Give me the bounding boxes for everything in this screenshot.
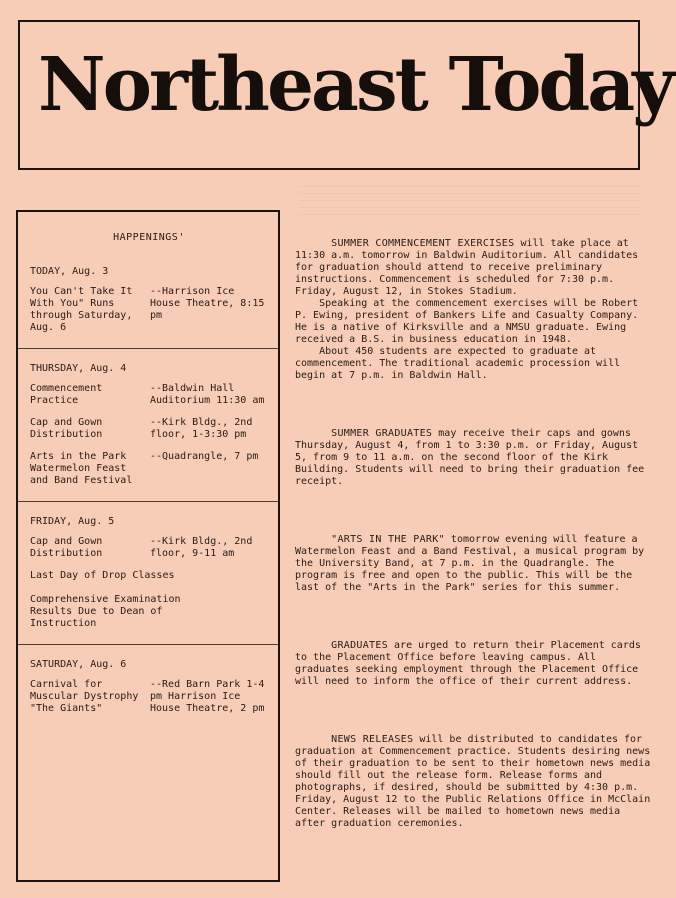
day-label: TODAY, Aug. 3 <box>30 266 109 277</box>
event-note: Last Day of Drop Classes <box>30 570 175 581</box>
event <box>30 536 268 560</box>
divider <box>18 644 278 645</box>
event-place: --Quadrangle, 7 pm <box>150 451 259 462</box>
day-thursday <box>30 363 268 487</box>
news-item <box>295 722 655 842</box>
divider <box>18 348 278 349</box>
news-column <box>295 226 655 864</box>
news-item <box>295 416 655 500</box>
news-lead: GRADUATES <box>331 640 389 651</box>
day-today <box>30 266 271 334</box>
event <box>30 286 271 334</box>
day-label: SATURDAY, Aug. 6 <box>30 659 127 670</box>
news-text: will be distributed to candidates for graduation at Commencement practice. Students desiring news of their graduation to be sent to their hometown news media should fill out the release form. Release forms and photographs, if desired, should be submitted by 4:30 p.m. Friday, August 12 to the Public Relations Office in McClain Center. Releases will be mailed to hometown news media after graduation ceremonies. <box>295 734 657 829</box>
happenings-header: HAPPENINGS' <box>113 232 185 243</box>
bleed-through-texture <box>300 180 640 220</box>
event-name: Carnival for Muscular Dystrophy "The Giants" <box>30 679 145 714</box>
day-label: THURSDAY, Aug. 4 <box>30 363 127 374</box>
news-text: will take place at 11:30 a.m. tomorrow in Baldwin Auditorium. All candidates for graduation should attend to receive preliminary instructions. Commencement is scheduled for 7:30 p.m. Friday, August 12, in Stokes Stadium. Speaking at the commencement exercises will be Robert P. Ewing, president of Bankers Life and Casualty Company. He is a native of Kirksville and a NMSU graduate. Ewing received a B.S. in business education in 1948. About 450 students are expected to graduate at commencement. The traditional academic procession will begin at 7 p.m. in Baldwin Hall. <box>295 238 639 381</box>
event-place: --Baldwin Hall Auditorium 11:30 am <box>150 383 265 406</box>
event <box>30 383 268 407</box>
masthead-title: Northeast Today <box>38 42 673 128</box>
event-place: --Kirk Bldg., 2nd floor, 9-11 am <box>150 536 259 559</box>
news-item <box>295 522 655 606</box>
news-lead: SUMMER COMMENCEMENT EXERCISES <box>331 238 515 249</box>
news-lead: "ARTS IN THE PARK" <box>331 534 445 545</box>
news-lead: SUMMER GRADUATES <box>331 428 433 439</box>
event-name: Cap and Gown Distribution <box>30 536 109 559</box>
event <box>30 417 268 441</box>
news-item <box>295 628 655 700</box>
news-text: may receive their caps and gowns Thursday, August 4, from 1 to 3:30 p.m. or Friday, August 5, from 9 to 11 a.m. on the second floor of the Kirk Building. Students will need to bring their graduation fee receipt. <box>295 428 651 487</box>
divider <box>18 501 278 502</box>
event-name: You Can't Take It With You" Runs through Saturday, Aug. 6 <box>30 286 139 333</box>
news-item <box>295 226 655 394</box>
event <box>30 451 268 487</box>
happenings-box <box>16 210 280 882</box>
news-text: are urged to return their Placement cards to the Placement Office before leaving campus. All graduates seeking employment through the Placement Office will need to inform the office of their current address. <box>295 640 647 687</box>
event-place: --Kirk Bldg., 2nd floor, 1-3:30 pm <box>150 417 259 440</box>
news-lead: NEWS RELEASES <box>331 734 414 745</box>
day-label: FRIDAY, Aug. 5 <box>30 516 115 527</box>
masthead-frame <box>18 20 673 170</box>
event-name: Commencement Practice <box>30 383 109 406</box>
event-place: --Red Barn Park 1-4 pm Harrison Ice House Theatre, 2 pm <box>150 679 271 714</box>
day-saturday <box>30 659 271 715</box>
event-note: Comprehensive Examination Results Due to Dean of Instruction <box>30 594 187 629</box>
event-place: --Harrison Ice House Theatre, 8:15 pm <box>150 286 271 321</box>
event <box>30 679 271 715</box>
event-name: Cap and Gown Distribution <box>30 417 109 440</box>
day-friday <box>30 516 268 630</box>
event-name: Arts in the Park Watermelon Feast and Band Festival <box>30 451 133 486</box>
news-text: tomorrow evening will feature a Watermelon Feast and a Band Festival, a musical program by the University Band, at 7 p.m. in the Quadrangle. The program is free and open to the public. This will be the last of the "Arts in the Park" series for this summer. <box>295 534 651 593</box>
